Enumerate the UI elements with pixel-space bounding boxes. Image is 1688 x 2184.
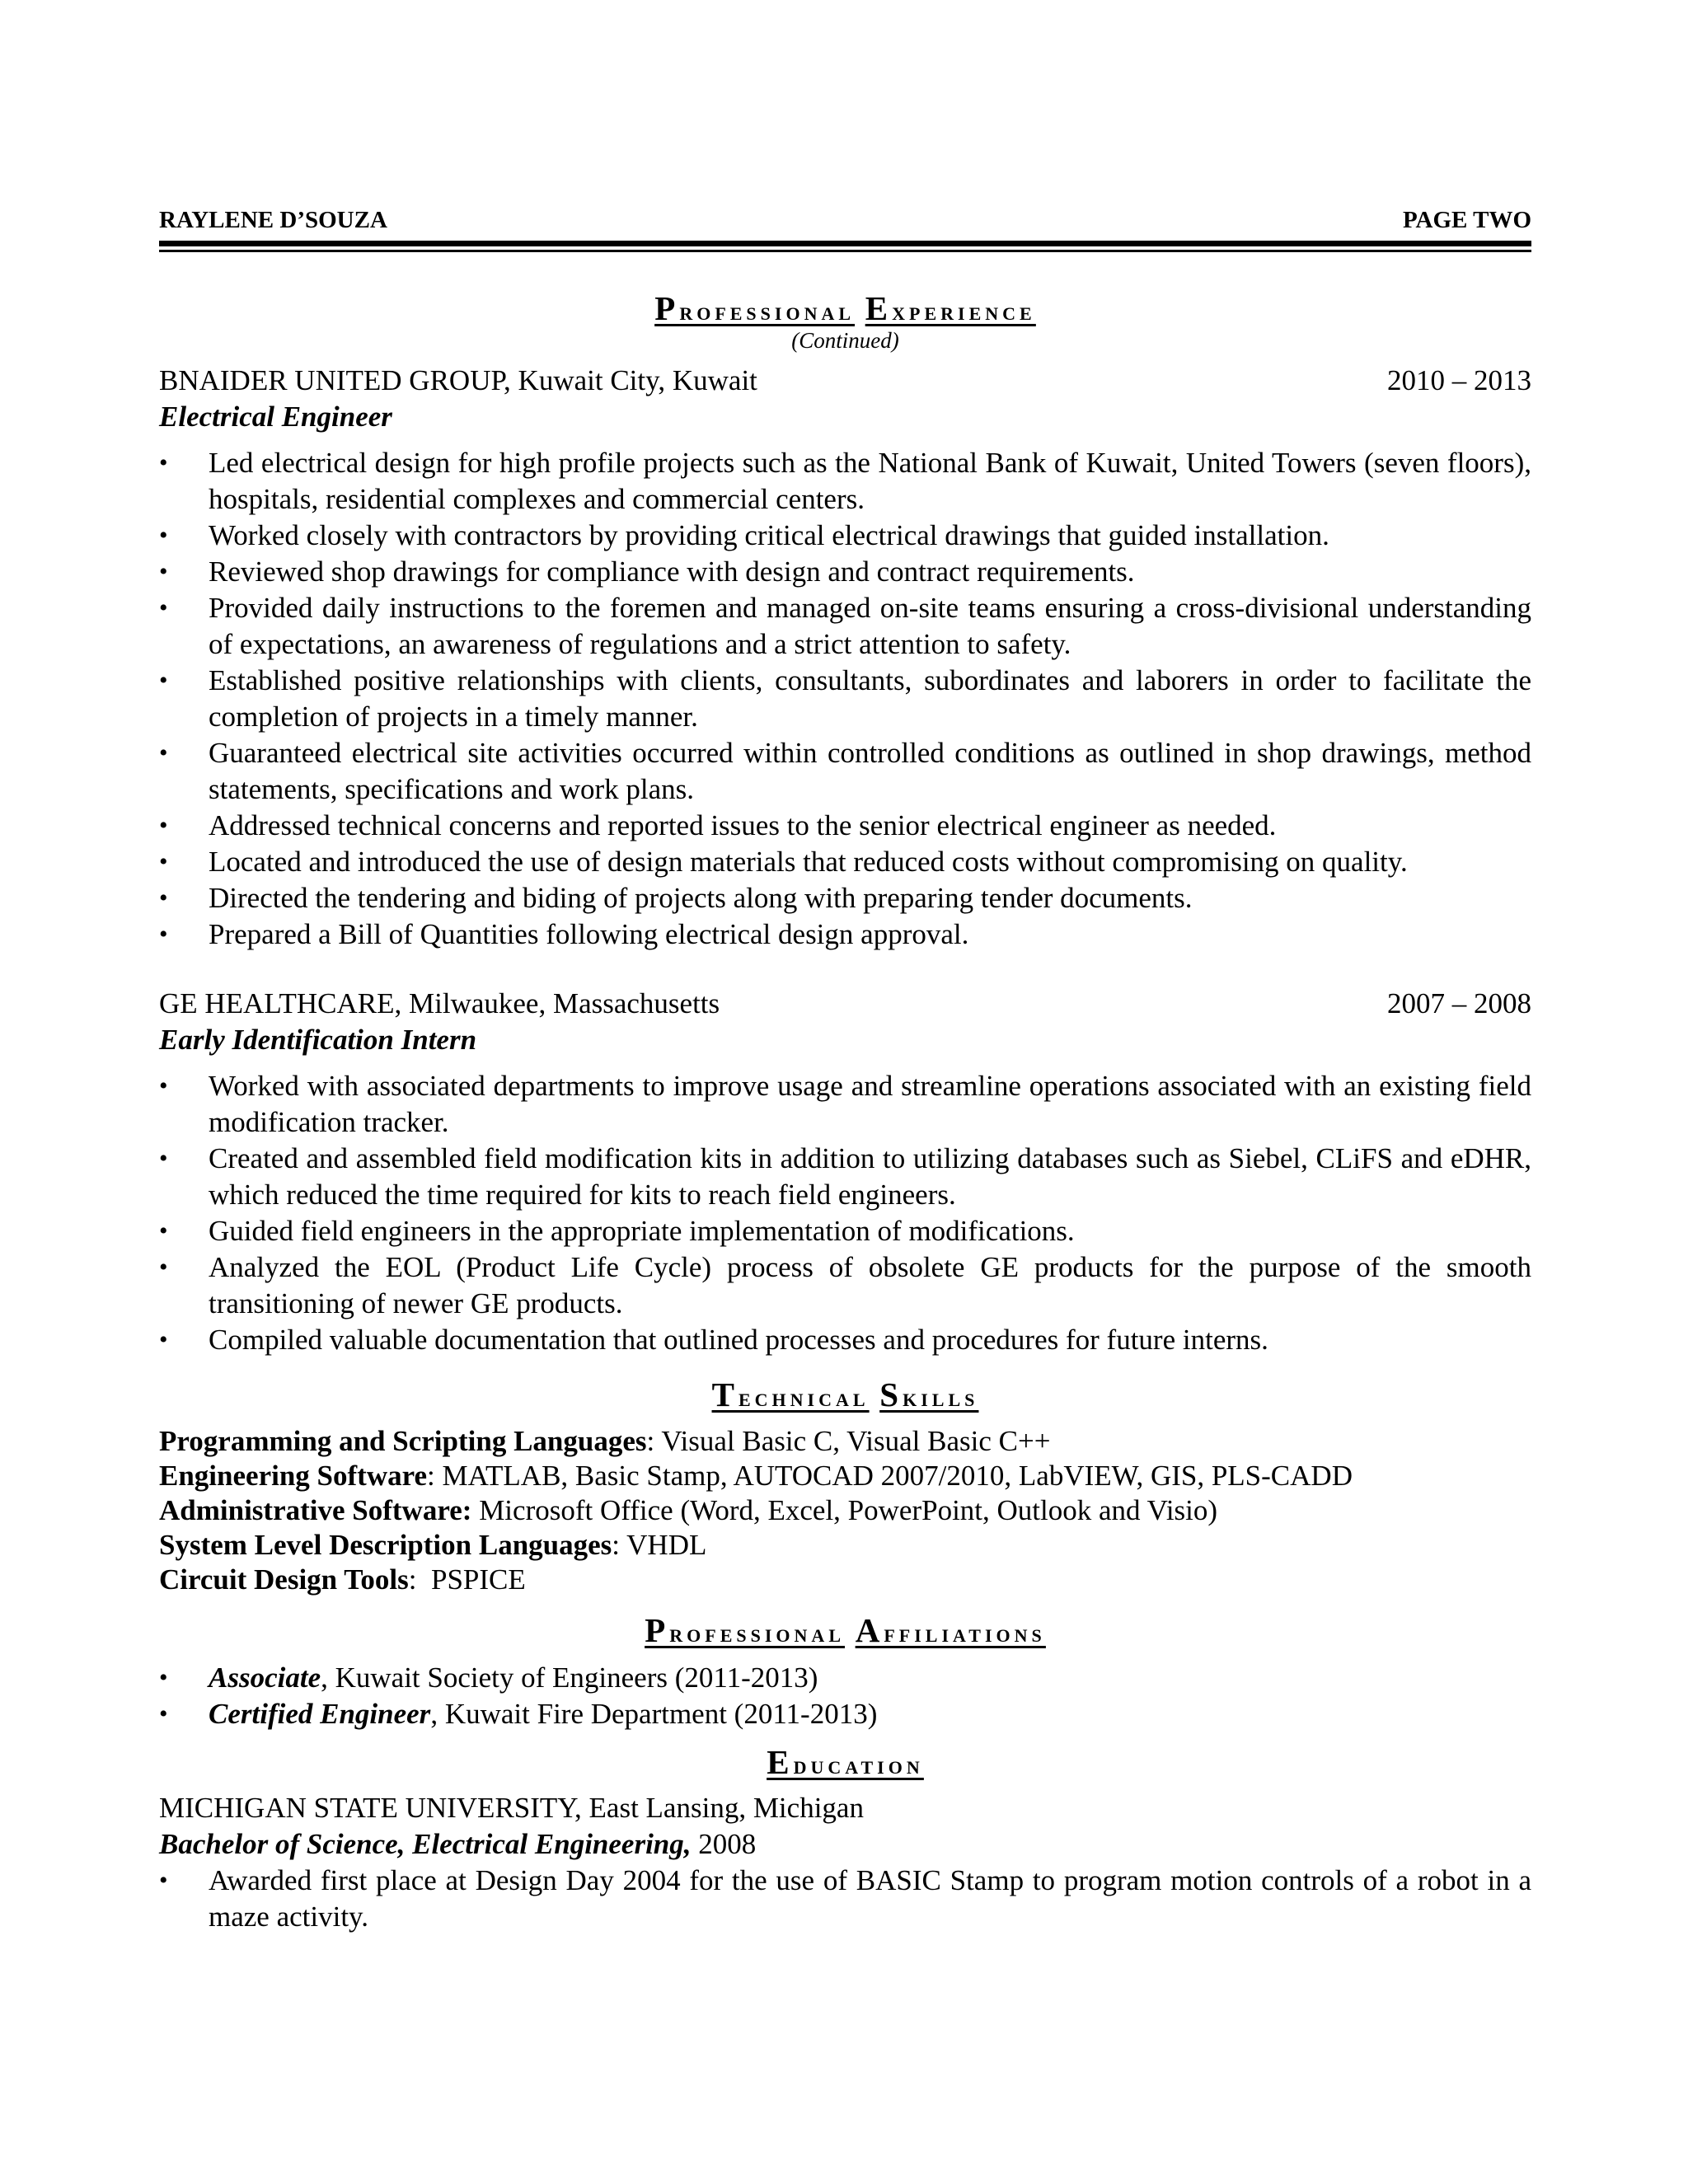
list-item: • Analyzed the EOL (Product Life Cycle) process of obsolete GE products for the purpose of the smooth transitioning of newer GE products.: [159, 1249, 1531, 1322]
skill-row: System Level Description Languages: VHDL: [159, 1529, 707, 1561]
job-title: Early Identification Intern: [159, 1024, 477, 1056]
list-item: • Guaranteed electrical site activities occurred within controlled conditions as outlined in shop drawings, method statements, specifications and work plans.: [159, 735, 1531, 808]
list-item: • Created and assembled field modification kits in addition to utilizing databases such as Siebel, CLiFS and eDHR, which reduced the time required for kits to reach field engineers.: [159, 1141, 1531, 1213]
list-item: • Prepared a Bill of Quantities following electrical design approval.: [159, 916, 1531, 953]
list-item: • Worked closely with contractors by providing critical electrical drawings that guided installation.: [159, 518, 1531, 554]
list-item: • Worked with associated departments to improve usage and streamline operations associated with an existing field modification tracker.: [159, 1068, 1531, 1141]
job-company: GE HEALTHCARE, Milwaukee, Massachusetts: [159, 987, 720, 1019]
page-number: PAGE TWO: [1402, 207, 1531, 233]
job-bullets: [159, 445, 1531, 953]
job-entry: [159, 986, 1531, 1358]
list-item: • Addressed technical concerns and reported issues to the senior electrical engineer as needed.: [159, 808, 1531, 844]
education-bullets: [159, 1863, 1531, 1935]
job-bullets: [159, 1068, 1531, 1358]
candidate-name: RAYLENE D’SOUZA: [159, 207, 387, 233]
list-item: • Directed the tendering and biding of projects along with preparing tender documents.: [159, 880, 1531, 916]
list-item: • Associate, Kuwait Society of Engineers (2011-2013): [159, 1660, 1531, 1696]
affiliations-heading: Professional Affiliations: [645, 1611, 1046, 1649]
list-item: • Guided field engineers in the appropriate implementation of modifications.: [159, 1213, 1531, 1249]
list-item: • Provided daily instructions to the foremen and managed on-site teams ensuring a cross-divisional understanding of expectations, an awareness of regulations and a strict attention to safety.: [159, 590, 1531, 663]
job-company-line: [159, 363, 1531, 399]
skill-row: Engineering Software: MATLAB, Basic Stamp, AUTOCAD 2007/2010, LabVIEW, GIS, PLS-CADD: [159, 1460, 1353, 1492]
page-header: [159, 206, 1531, 234]
skills-list: [159, 1424, 1531, 1597]
list-item: • Led electrical design for high profile projects such as the National Bank of Kuwait, United Towers (seven floors), hospitals, residential complexes and commercial centers.: [159, 445, 1531, 518]
list-item: • Located and introduced the use of design materials that reduced costs without compromising on quality.: [159, 844, 1531, 880]
list-item: • Compiled valuable documentation that outlined processes and procedures for future interns.: [159, 1322, 1531, 1358]
skills-heading: Technical Skills: [711, 1376, 979, 1413]
job-company: BNAIDER UNITED GROUP, Kuwait City, Kuwait: [159, 364, 757, 396]
list-item: • Awarded first place at Design Day 2004 for the use of BASIC Stamp to program motion controls of a robot in a maze activity.: [159, 1863, 1531, 1935]
header-rule-thin: [159, 250, 1531, 252]
list-item: • Reviewed shop drawings for compliance with design and contract requirements.: [159, 554, 1531, 590]
job-title: Electrical Engineer: [159, 401, 392, 433]
experience-heading: Professional Experience: [654, 289, 1036, 327]
skill-row: Programming and Scripting Languages: Visual Basic C, Visual Basic C++: [159, 1425, 1051, 1457]
job-dates: 2007 – 2008: [1387, 987, 1531, 1019]
school-name: MICHIGAN STATE UNIVERSITY, East Lansing, Michigan: [159, 1792, 864, 1824]
education-entry: [159, 1790, 1531, 1935]
education-heading: Education: [767, 1743, 924, 1781]
list-item: • Established positive relationships with clients, consultants, subordinates and laborers in order to facilitate the completion of projects in a timely manner.: [159, 663, 1531, 735]
job-entry: [159, 363, 1531, 953]
continued-note: (Continued): [791, 328, 899, 353]
list-item: • Certified Engineer, Kuwait Fire Department (2011-2013): [159, 1696, 1531, 1732]
header-rule-thick: [159, 241, 1531, 246]
skill-row: Circuit Design Tools: PSPICE: [159, 1563, 526, 1596]
degree-line: Bachelor of Science, Electrical Engineering, 2008: [159, 1828, 757, 1860]
job-dates: 2010 – 2013: [1387, 364, 1531, 396]
affiliations-list: [159, 1660, 1531, 1732]
skill-row: Administrative Software: Microsoft Office (Word, Excel, PowerPoint, Outlook and Visio): [159, 1494, 1218, 1526]
job-company-line: [159, 986, 1531, 1022]
